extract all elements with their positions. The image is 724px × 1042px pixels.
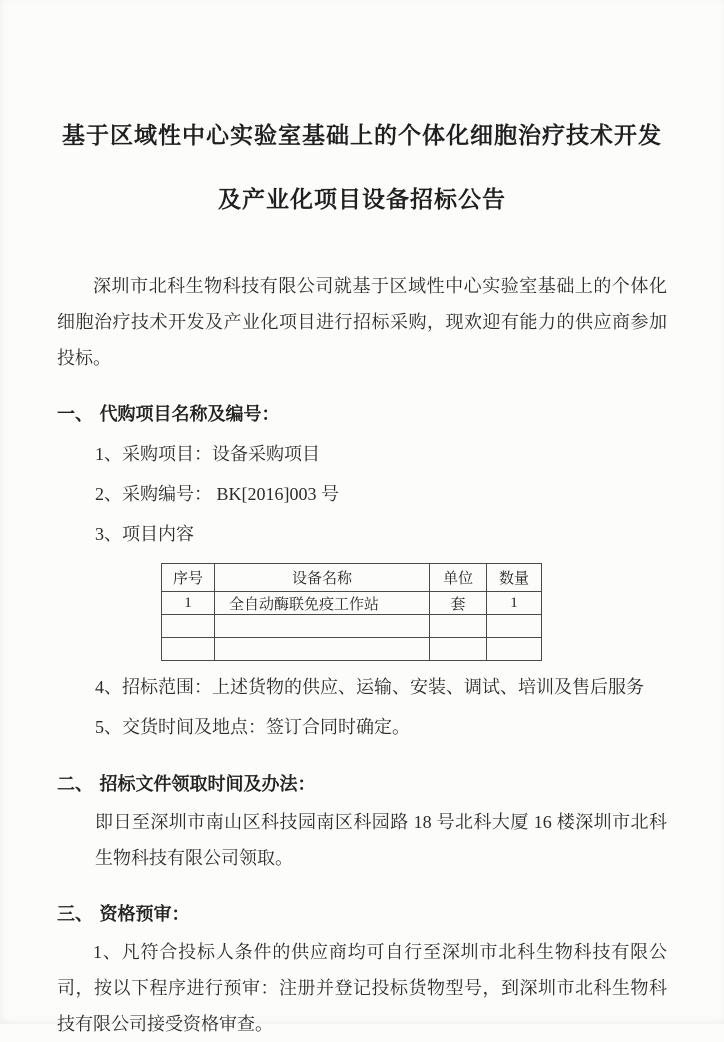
equipment-table — [161, 563, 542, 661]
section-1-item-1: 1、采购项目：设备采购项目 — [95, 444, 320, 464]
cell-serial: 1 — [162, 592, 215, 615]
table-header-equipment-name: 设备名称 — [215, 564, 430, 592]
section-1-item-4: 4、招标范围：上述货物的供应、运输、安装、调试、培训及售后服务 — [95, 677, 644, 697]
section-1-item-2: 2、采购编号： BK[2016]003 号 — [95, 484, 339, 504]
cell-unit — [430, 615, 487, 638]
intro-paragraph: 深圳市北科生物科技有限公司就基于区域性中心实验室基础上的个体化细胞治疗技术开发及产业化项目进行招标采购，现欢迎有能力的供应商参加投标。 — [57, 276, 667, 368]
section-2-body: 即日至深圳市南山区科技园南区科园路 18 号北科大厦 16 楼深圳市北科生物科技有限公司领取。 — [95, 812, 667, 868]
table-header-unit: 单位 — [430, 564, 487, 592]
cell-unit — [430, 638, 487, 661]
cell-quantity: 1 — [487, 592, 542, 615]
table-header-serial: 序号 — [162, 564, 215, 592]
section-2-title: 招标文件领取时间及办法： — [99, 774, 316, 794]
section-2-heading — [57, 766, 667, 803]
table-row — [162, 638, 542, 661]
section-3-body: 1、凡符合投标人条件的供应商均可自行至深圳市北科生物科技有限公司，按以下程序进行预审：注册并登记投标货物型号，到深圳市北科生物科技有限公司接受资格审查。 — [57, 942, 667, 1034]
document-title-line2: 及产业化项目设备招标公告 — [218, 187, 506, 212]
cell-equipment-name — [215, 615, 430, 638]
table-header-row — [162, 564, 542, 592]
section-3-title: 资格预审： — [99, 904, 190, 924]
cell-equipment-name: 全自动酶联免疫工作站 — [215, 592, 430, 615]
section-1-heading — [57, 396, 667, 433]
section-1-item-5: 5、交货时间及地点：签订合同时确定。 — [95, 717, 410, 737]
section-3-heading — [57, 896, 667, 933]
cell-unit: 套 — [430, 592, 487, 615]
table-row — [162, 615, 542, 638]
cell-serial — [162, 638, 215, 661]
cell-quantity — [487, 638, 542, 661]
table-header-quantity: 数量 — [487, 564, 542, 592]
cell-serial — [162, 615, 215, 638]
section-1-item-3: 3、项目内容 — [95, 524, 194, 544]
cell-equipment-name — [215, 638, 430, 661]
document-title-line1: 基于区域性中心实验室基础上的个体化细胞治疗技术开发 — [62, 123, 662, 148]
section-2-number: 二、 — [57, 774, 93, 794]
section-1-title: 代购项目名称及编号： — [99, 404, 280, 424]
cell-quantity — [487, 615, 542, 638]
section-3-number: 三、 — [57, 904, 93, 924]
table-row — [162, 592, 542, 615]
section-1-number: 一、 — [57, 404, 93, 424]
document-title — [57, 0, 667, 232]
